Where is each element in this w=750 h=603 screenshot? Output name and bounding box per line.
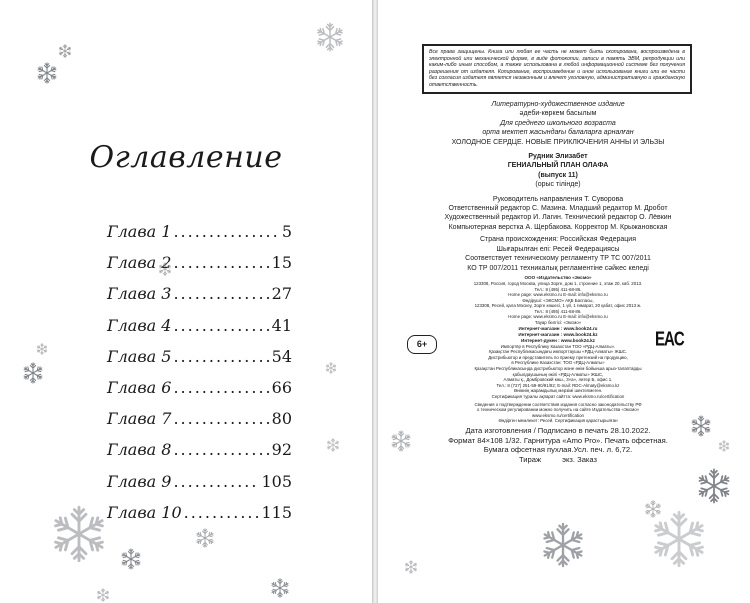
toc-entry-label: Глава 3: [107, 284, 172, 304]
tr-ts-ru: Соответствует техническому регламенту ТР ТС 007/2011: [465, 255, 651, 263]
toc-entry-label: Глава 7: [107, 409, 172, 429]
author: Рудник Элизабет: [528, 153, 588, 161]
snowflake-icon: [325, 362, 337, 374]
importer-line: Импортёр в Республику Казахстан ТОО «РДЦ-Алматы».: [500, 343, 616, 349]
age-rating-badge: 6+: [407, 335, 437, 354]
toc-entry[interactable]: [107, 409, 292, 440]
toc-entry-page: 15: [271, 253, 292, 273]
toc-leader-dots: [173, 472, 259, 491]
internet-shop-kz-2: Интернет-дүкен : www.book24.kz: [521, 337, 595, 343]
eac-mark: EAC: [655, 328, 684, 351]
publisher-address: 123308, Россия, город Москва, улица Зорге, дом 1, строение 1, этаж 20, каб. 2013.: [473, 280, 643, 286]
language-note: (орыс тілінде): [535, 181, 581, 189]
book-title: ГЕНИАЛЬНЫЙ ПЛАН ОЛАФА: [507, 162, 609, 170]
genre-ru: Литературно-художественное издание: [491, 101, 625, 108]
toc-entry[interactable]: [107, 284, 292, 315]
series-title: ХОЛОДНОЕ СЕРДЦЕ. НОВЫЕ ПРИКЛЮЧЕНИЯ АННЫ И ЭЛЬЗЫ: [451, 138, 665, 146]
snowflake-icon: [326, 438, 340, 452]
audience-ru: Для среднего школьного возраста: [500, 119, 616, 127]
toc-leader-dots: [173, 347, 269, 366]
snowflake-icon: [540, 522, 586, 568]
imprint-block: [408, 100, 708, 464]
print-date: Дата изготовления / Подписано в печать 28.10.2022.: [465, 425, 651, 435]
toc-entry-page: 41: [271, 315, 292, 335]
audience-kz: орта мектеп жасындағы балаларға арналған: [482, 129, 634, 137]
issue-number: (выпуск 11): [538, 171, 578, 179]
toc-leader-dots: [173, 253, 269, 272]
origin-ru: Страна происхождения: Российская Федерация: [479, 236, 637, 244]
run-line: Тираж экз. Заказ: [518, 454, 598, 464]
toc-leader-dots: [173, 378, 269, 397]
toc-entry-label: Глава 1: [107, 222, 172, 241]
snowflake-icon: [718, 440, 730, 452]
publisher-name: ООО «Издательство «Эксмо»: [524, 274, 592, 280]
toc-leader-dots: [173, 222, 279, 241]
toc-entry-page: 5: [281, 222, 292, 241]
toc-leader-dots: [173, 440, 269, 459]
toc-entry-label: Глава 5: [107, 346, 172, 366]
toc-leader-dots: [184, 503, 260, 522]
toc-entry-label: Глава 6: [107, 377, 172, 397]
certification-line: Сведения о подтверждении соответствия издания согласно законодательству РФ: [474, 401, 642, 407]
toc-entry-label: Глава 10: [107, 502, 182, 522]
toc-entry[interactable]: [107, 347, 292, 378]
snowflake-icon: [696, 468, 732, 504]
origin-kz: Шығарылған елі: Ресей Федерациясы: [496, 245, 620, 253]
importer-line: в Республике Казахстан: ТОО «РДЦ-Алматы»: [511, 360, 605, 366]
credit-line: Компьютерная верстка А. Щербакова. Корректор М. Крыжановская: [448, 223, 668, 231]
toc-entry-page: 115: [261, 502, 292, 522]
toc-list: [107, 222, 292, 534]
paper-line: Бумага офсетная пухлая.Усл. печ. л. 6,72.: [483, 445, 633, 455]
importer-line: Қазақстан Республикасында дистрибьютор және өнім бойынша арыз-талаптарды: [474, 366, 642, 372]
toc-entry-page: 92: [271, 440, 292, 460]
snowflake-icon: [22, 362, 44, 384]
publisher-web: Home page: www.eksmo.ru E-mail: info@eksmo.ru: [508, 292, 608, 298]
toc-entry-page: 66: [271, 377, 292, 397]
toc-entry-page: 80: [271, 409, 292, 429]
internet-shop-ru: Интернет-магазин : www.book24.ru: [518, 325, 598, 331]
toc-entry-label: Глава 4: [107, 315, 172, 335]
importer-line: Дистрибьютор и представитель по приему претензий на продукцию,: [488, 354, 628, 360]
internet-shop-kz: Интернет-магазин : www.book24.kz: [518, 331, 598, 337]
right-page: [378, 0, 750, 603]
importer-line: қабылдаушының өкілі «РДЦ-Алматы» ЖШС,: [512, 371, 604, 377]
snowflake-icon: [315, 22, 345, 52]
toc-entry-label: Глава 8: [107, 440, 172, 460]
toc-entry-label: Глава 2: [107, 253, 172, 273]
snowflake-icon: [650, 510, 708, 568]
snowflake-icon: [270, 578, 290, 598]
publisher-address-kz: 123308, Ресей, қала Мәскеу, Зорге көшесі, 1 үй, 1 ғимарат, 20 қабат, офис 2013 ж.: [474, 303, 642, 309]
publisher-name-kz: Өндіруші: «ЭКСМО» АҚБ Баспасы,: [522, 297, 594, 303]
toc-entry-label: Глава 9: [107, 471, 172, 491]
toc-entry[interactable]: [107, 440, 292, 471]
toc-entry-page: 27: [271, 284, 292, 304]
toc-entry-page: 105: [261, 471, 292, 491]
publisher-phone: Тел.: 8 (495) 411-68-86.: [534, 286, 582, 292]
tr-ts-kz: КО ТР 007/2011 техникалық регламентіне сәйкес келеді: [467, 264, 649, 272]
toc-title: Оглавление: [89, 140, 283, 175]
snowflake-icon: [390, 430, 412, 452]
importer-line: Қазақстан Республикасындағы импорттаушы «РДЦ-Алматы» ЖШС.: [488, 349, 628, 355]
snowflake-icon: [36, 62, 58, 84]
snowflake-icon: [120, 548, 142, 570]
toc-entry[interactable]: [107, 472, 292, 503]
trademark: Тауар белгісі: «Эксмо»: [534, 320, 582, 326]
credit-line: Художественный редактор И. Лагин. Технический редактор О. Лёвкин: [444, 214, 672, 222]
toc-entry[interactable]: [107, 316, 292, 347]
importer-line: Сертификация туралы ақпарат сайтта: www.eksmo.ru/certification: [491, 394, 625, 399]
snowflake-icon: [690, 415, 712, 437]
toc-leader-dots: [173, 284, 269, 303]
snowflake-icon: [96, 588, 110, 602]
importer-line: Өнімнің жарамдылық мерзімі шектелмеген.: [513, 388, 603, 394]
snowflake-icon: [50, 505, 108, 563]
credit-line: Руководитель направления Т. Суворова: [492, 195, 624, 203]
snowflake-icon: [195, 528, 215, 548]
snowflake-icon: [404, 560, 418, 574]
toc-entry[interactable]: [107, 222, 292, 253]
snowflake-icon: [36, 343, 48, 355]
snowflake-icon: [58, 44, 72, 58]
toc-entry[interactable]: [107, 253, 292, 284]
toc-leader-dots: [173, 316, 269, 335]
certification-line: о техническом регулировании можно получить на сайте Издательства «Эксмо»: [476, 407, 640, 413]
toc-entry[interactable]: [107, 378, 292, 409]
copyright-notice: Все права защищены. Книга или любая ее часть не может быть скопирована, воспроизведена в электронной или механической форме, в виде фотокопии, записи в память ЭВМ, репродукции или каким-либо иным способом, а также использована в любой информационной системе без получения разрешения от издателя. Копирование, воспроизведение и иное использование книги или ее части без согласия издателя является незаконным и влечет уголовную, административную и гражданскую ответственность.: [422, 44, 692, 94]
publisher-web-kz: Home page: www.eksmo.ru E-mail: info@eksmo.ru: [508, 314, 608, 320]
certification-line: www.eksmo.ru/certification: [532, 412, 584, 418]
certification-line: Өндірген мемлекет: Ресей. Сертификация қарастырылған: [498, 418, 618, 424]
left-page: [0, 0, 372, 603]
genre-kz: әдеби-көркем басылым: [519, 110, 597, 118]
toc-leader-dots: [173, 409, 269, 428]
credit-line: Ответственный редактор С. Мазина. Младший редактор М. Дробот: [448, 205, 668, 213]
importer-line: Тел.: 8 (727) 251-59-90/91/92; E-mail: RDC-Almaty@eksmo.kz: [496, 382, 620, 388]
toc-entry-page: 54: [271, 346, 292, 366]
snowflake-icon: [158, 262, 172, 276]
publisher-phone-kz: Тел.: 8 (495) 411-68-86.: [534, 308, 582, 314]
importer-line: Алматы қ., Домбровский көш., 3«а», литер Б, офис 1.: [503, 377, 613, 383]
format-line: Формат 84×108 1/32. Гарнитура «Amo Pro». Печать офсетная.: [448, 435, 668, 445]
